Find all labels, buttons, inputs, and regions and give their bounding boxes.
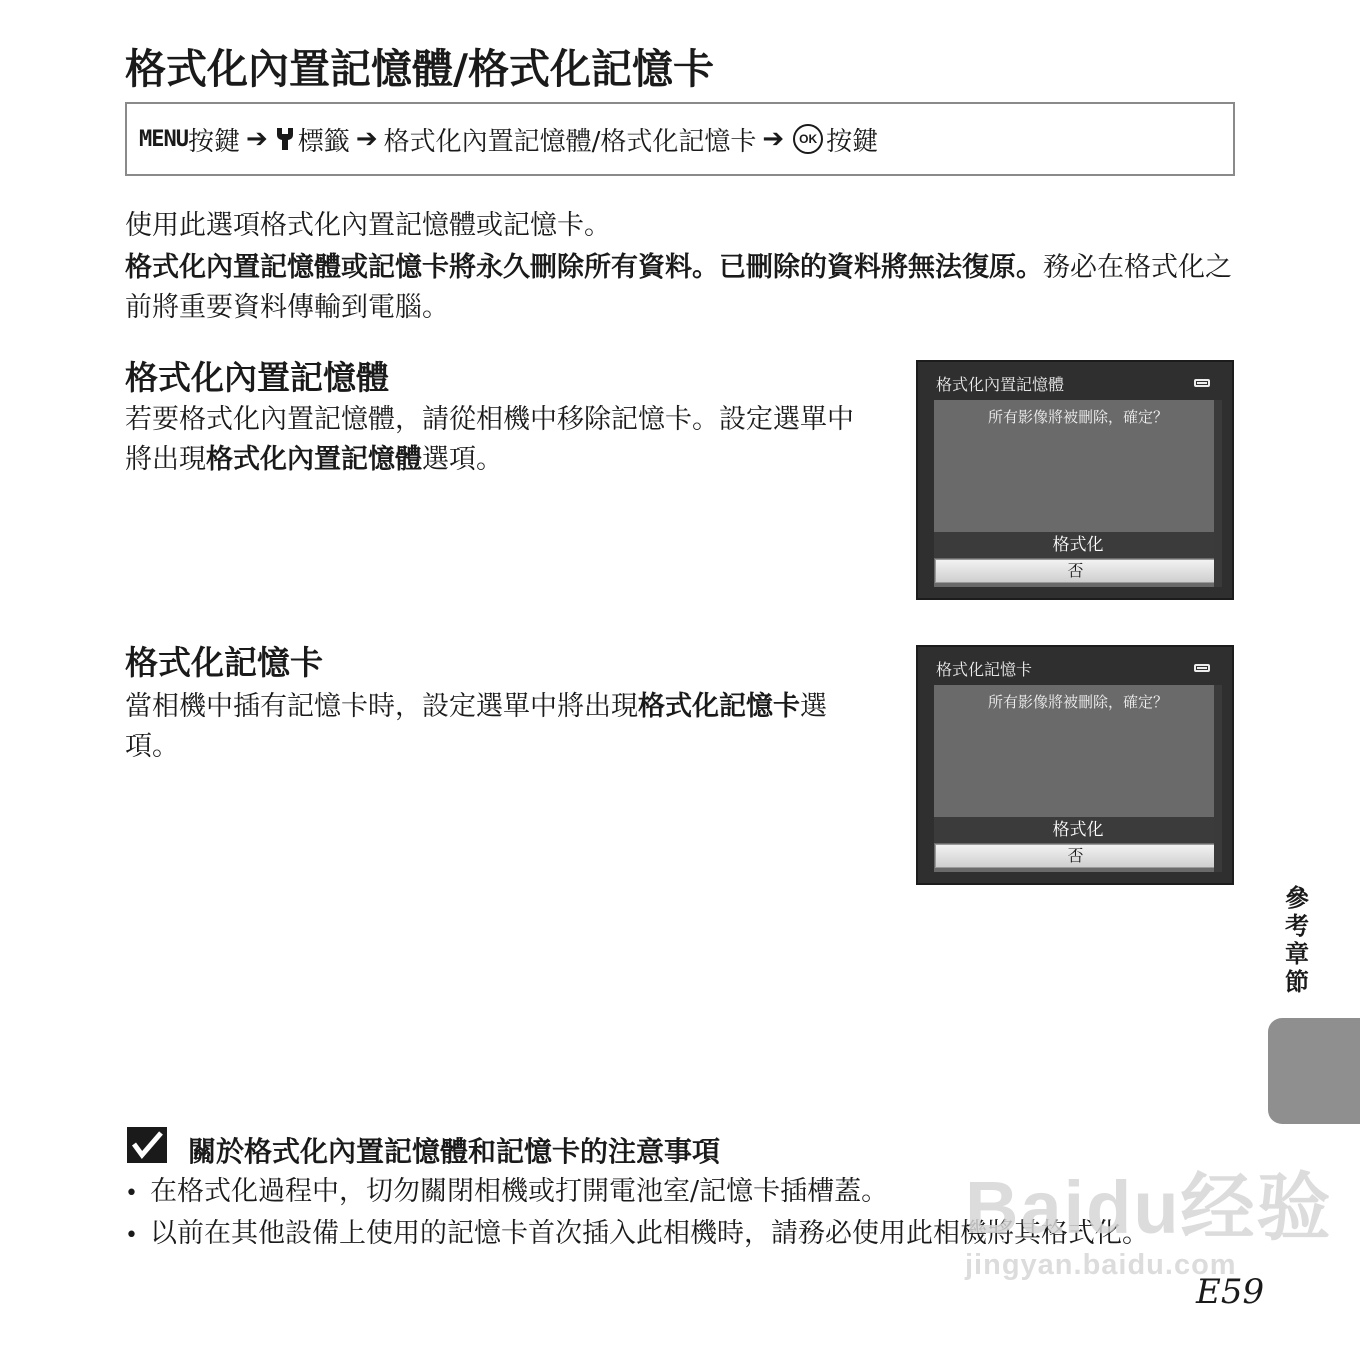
format-option[interactable]: 格式化 <box>934 532 1222 558</box>
note-title: 關於格式化內置記憶體和記憶卡的注意事項 <box>188 1135 721 1168</box>
ok-button-word: 按鍵 <box>826 126 879 157</box>
menu-item-name: 格式化內置記憶體/格式化記憶卡 <box>383 126 757 157</box>
battery-icon <box>1194 379 1210 387</box>
screen-body <box>934 685 1222 872</box>
camera-screen-memory-card <box>916 645 1234 885</box>
warning-rest-text: 務必在格式化之前將重要資料傳輸到電腦。 <box>125 252 1232 323</box>
arrow-icon: ➔ <box>355 124 378 154</box>
menu-key: MENU <box>139 126 188 152</box>
section-text-part: 選項。 <box>125 691 827 762</box>
confirm-message: 所有影像將被刪除，確定？ <box>987 693 1168 711</box>
screen-title: 格式化記憶卡 <box>936 660 1033 679</box>
menu-button-word: 按鍵 <box>187 126 240 157</box>
section-title-memory-card: 格式化記憶卡 <box>125 643 323 682</box>
no-option-selected[interactable]: 否 <box>935 559 1216 583</box>
no-option-selected[interactable]: 否 <box>935 844 1216 868</box>
section-text-memory-card <box>125 687 855 767</box>
page-title: 格式化內置記憶體/格式化記憶卡 <box>125 45 714 93</box>
side-chapter-tab <box>1268 1018 1360 1124</box>
page-number: E59 <box>1196 1272 1265 1312</box>
battery-icon <box>1194 664 1210 672</box>
menu-path-box <box>125 102 1235 176</box>
intro-paragraph: 使用此選項格式化內置記憶體或記憶卡。 <box>125 210 611 241</box>
option-name-bold: 格式化內置記憶體 <box>206 444 422 475</box>
option-name-bold: 格式化記憶卡 <box>638 691 800 722</box>
watermark <box>965 1168 1333 1282</box>
screen-scrollbar <box>1214 400 1222 587</box>
side-chapter-label: 參考章節 <box>1285 884 1309 996</box>
section-text-part: 選項。 <box>422 444 503 475</box>
section-text-internal-memory <box>125 400 855 480</box>
ok-button-icon: OK <box>793 124 823 154</box>
screen-scrollbar <box>1214 685 1222 872</box>
screen-body <box>934 400 1222 587</box>
camera-screen-internal-memory <box>916 360 1234 600</box>
list-item: • 在格式化過程中，切勿關閉相機或打開電池室/記憶卡插槽蓋。 <box>125 1172 1149 1214</box>
watermark-sub: jingyan.baidu.com <box>965 1249 1237 1281</box>
format-option[interactable]: 格式化 <box>934 817 1222 843</box>
wrench-icon <box>274 127 296 151</box>
arrow-icon: ➔ <box>246 124 268 154</box>
watermark-main: Baidu经验 <box>965 1166 1333 1249</box>
warning-bold-text: 格式化內置記憶體或記憶卡將永久刪除所有資料。已刪除的資料將無法復原。 <box>125 252 1043 283</box>
confirm-message: 所有影像將被刪除，確定？ <box>987 408 1168 426</box>
arrow-icon: ➔ <box>762 124 785 154</box>
warning-paragraph <box>125 248 1240 328</box>
section-title-internal-memory: 格式化內置記憶體 <box>125 358 389 397</box>
screen-title: 格式化內置記憶體 <box>936 375 1065 394</box>
checkmark-icon <box>127 1127 167 1163</box>
section-text-part: 若要格式化內置記憶體，請從相機中移除記憶卡。設定選單中將出現 <box>125 404 854 475</box>
list-item: • 以前在其他設備上使用的記憶卡首次插入此相機時，請務必使用此相機將其格式化。 <box>125 1214 1149 1256</box>
tab-label: 標籤 <box>297 126 350 157</box>
section-text-part: 當相機中插有記憶卡時，設定選單中將出現 <box>125 691 638 722</box>
